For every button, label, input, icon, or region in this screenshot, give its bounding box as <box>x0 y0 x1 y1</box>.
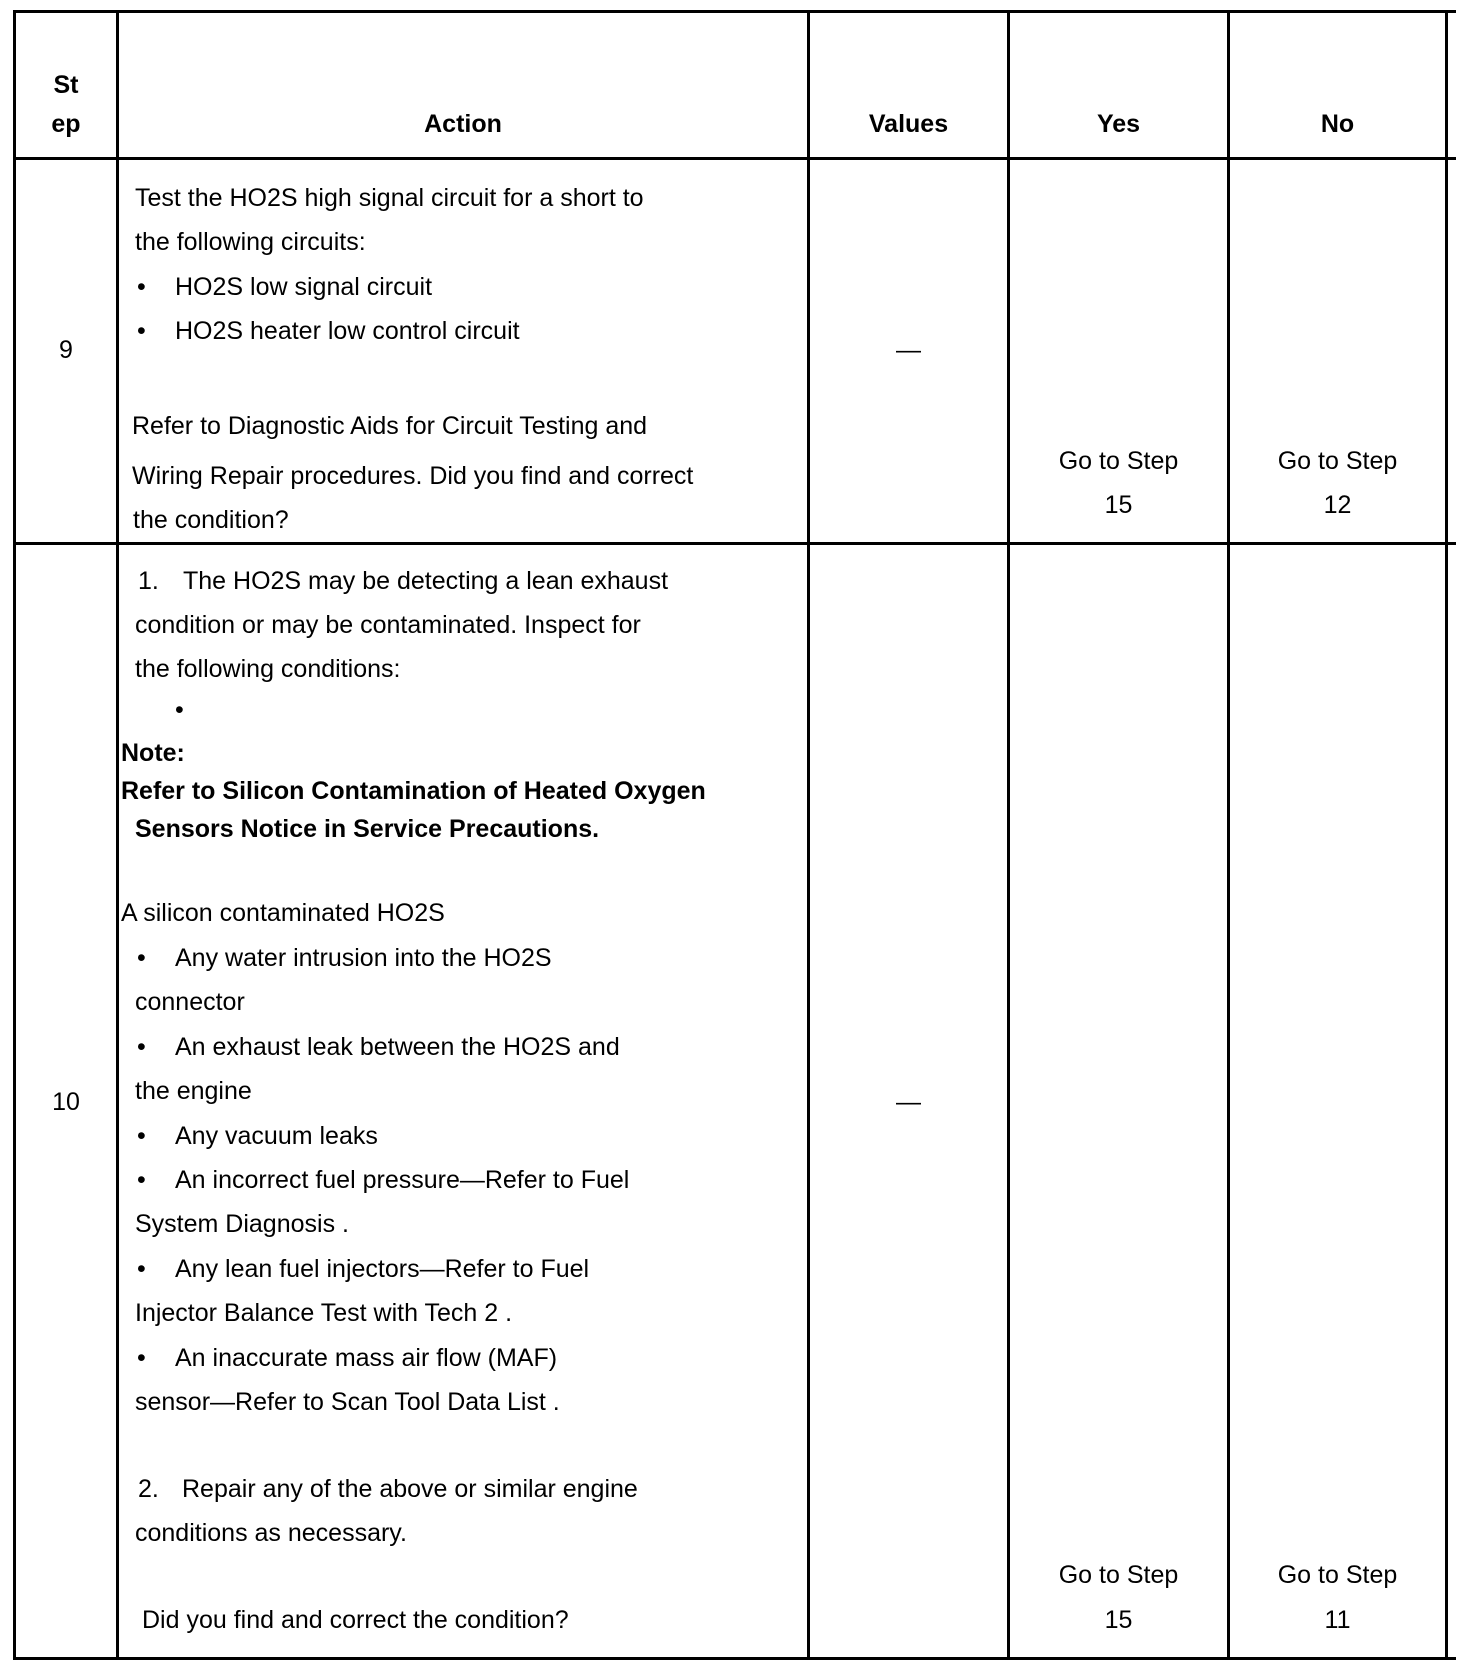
yes-goto-label: Go to Step <box>1058 1561 1179 1589</box>
no-goto-step: 11 <box>1324 1606 1351 1634</box>
header-action: Action <box>424 110 502 138</box>
action-text: Any lean fuel injectors—Refer to Fuel <box>175 1255 590 1283</box>
action-text: Any water intrusion into the HO2S <box>175 944 552 972</box>
action-text: the engine <box>135 1077 252 1105</box>
row-divider <box>13 542 1456 545</box>
col-divider-step <box>116 10 119 1660</box>
action-text: An inaccurate mass air flow (MAF) <box>175 1344 558 1372</box>
col-divider-yes <box>1227 10 1230 1660</box>
col-divider-action <box>807 10 810 1660</box>
action-text: the following conditions: <box>135 655 401 683</box>
action-text: condition or may be contaminated. Inspect for <box>135 611 641 639</box>
action-text: System Diagnosis . <box>135 1210 349 1238</box>
bullet-icon: • <box>137 1255 146 1283</box>
value-dash: — <box>896 1088 921 1116</box>
bullet-icon: • <box>137 1344 146 1372</box>
header-divider <box>13 157 1456 160</box>
value-dash: — <box>896 336 921 364</box>
action-text: HO2S heater low control circuit <box>175 317 520 345</box>
action-text: An exhaust leak between the HO2S and <box>175 1033 620 1061</box>
step-number: 9 <box>59 336 73 364</box>
list-number: 1. <box>138 567 159 595</box>
no-goto-step: 12 <box>1323 491 1352 519</box>
action-text: Repair any of the above or similar engine <box>182 1475 638 1503</box>
bullet-icon: • <box>137 1033 146 1061</box>
action-text: HO2S low signal circuit <box>175 273 433 301</box>
header-values: Values <box>868 110 949 138</box>
action-text: conditions as necessary. <box>135 1519 407 1547</box>
header-step-line1: St <box>53 71 79 99</box>
bullet-icon: • <box>137 273 146 301</box>
action-text: An incorrect fuel pressure—Refer to Fuel <box>175 1166 630 1194</box>
table-border-left <box>13 10 16 1660</box>
action-text: Did you find and correct the condition? <box>142 1606 569 1634</box>
action-text: the following circuits: <box>135 228 366 256</box>
action-text: Wiring Repair procedures. Did you find and correct <box>132 462 694 490</box>
bullet-icon: • <box>137 1166 146 1194</box>
note-label: Note: <box>121 739 185 767</box>
action-text: sensor—Refer to Scan Tool Data List . <box>135 1388 560 1416</box>
step-number: 10 <box>52 1088 80 1116</box>
action-text: Injector Balance Test with Tech 2 . <box>135 1299 513 1327</box>
action-text: the condition? <box>133 506 289 534</box>
col-divider-values <box>1007 10 1010 1660</box>
yes-goto-step: 15 <box>1104 491 1133 519</box>
header-yes: Yes <box>1096 110 1141 138</box>
list-number: 2. <box>138 1475 159 1503</box>
table-border-bottom <box>13 1657 1456 1660</box>
table-border-right <box>1445 10 1448 1660</box>
no-goto-label: Go to Step <box>1277 1561 1398 1589</box>
bullet-icon: • <box>137 317 146 345</box>
table-border-top <box>13 10 1456 13</box>
bullet-icon: • <box>137 1122 146 1150</box>
action-text: connector <box>135 988 245 1016</box>
header-step-line2: ep <box>51 110 81 138</box>
header-no: No <box>1320 110 1355 138</box>
action-text: The HO2S may be detecting a lean exhaust <box>183 567 669 595</box>
note-text: Sensors Notice in Service Precautions. <box>135 815 600 843</box>
bullet-icon: • <box>137 944 146 972</box>
yes-goto-step: 15 <box>1104 1606 1133 1634</box>
action-text: Refer to Diagnostic Aids for Circuit Testing and <box>132 412 648 440</box>
yes-goto-label: Go to Step <box>1058 447 1179 475</box>
no-goto-label: Go to Step <box>1277 447 1398 475</box>
note-text: Refer to Silicon Contamination of Heated Oxygen <box>121 777 706 805</box>
action-text: Any vacuum leaks <box>175 1122 378 1150</box>
action-text: A silicon contaminated HO2S <box>121 899 445 927</box>
bullet-icon: • <box>175 696 184 724</box>
action-text: Test the HO2S high signal circuit for a short to <box>135 184 644 212</box>
